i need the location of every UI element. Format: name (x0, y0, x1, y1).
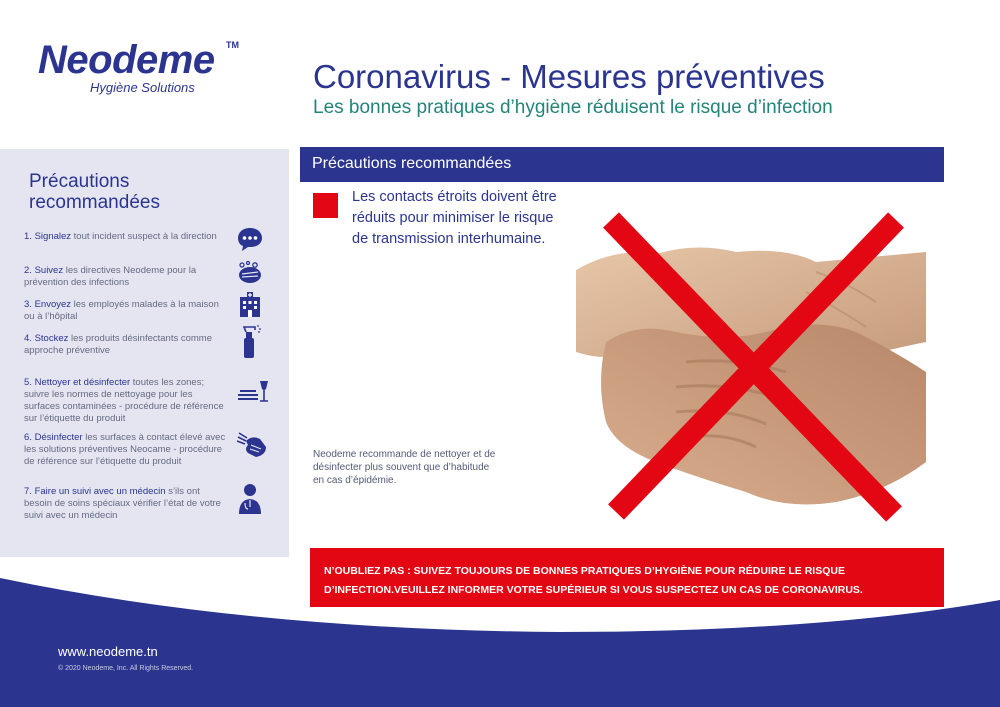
precaution-item-7 (24, 486, 229, 522)
precaution-item-1 (24, 231, 229, 243)
item-number: 4. (24, 333, 32, 344)
sidebar-title: Précautions recommandées (29, 171, 160, 213)
item-number: 2. (24, 265, 32, 276)
copyright-text: © 2020 Neodeme, Inc. All Rights Reserved. (58, 665, 194, 672)
item-highlight: Désinfecter (34, 432, 83, 443)
precaution-item-3 (24, 299, 229, 323)
precaution-item-2 (24, 265, 229, 289)
alert-text: N’OUBLIEZ PAS : SUIVEZ TOUJOURS DE BONNES PRATIQUES D’HYGIÈNE POUR RÉDUIRE LE RISQUE D’INFECTION.VEUILLEZ INFORMER VOTRE SUPÉRIEUR SI VOUS SUSPECTEZ UN CAS DE CORONAVIRUS. (324, 565, 863, 596)
item-text: les surfaces à contact élevé avec les solutions préventives Neocame - procédure de référence sur l’étiquette du produit (24, 432, 226, 467)
item-number: 5. (24, 377, 32, 388)
item-highlight: Signalez (34, 231, 72, 242)
precautions-sidebar (0, 149, 289, 557)
item-text: les directives Neodeme pour la prévention des infections (24, 265, 197, 288)
page-title: Coronavirus - Mesures préventives (313, 58, 825, 95)
website-link[interactable]: www.neodeme.tn (58, 644, 158, 659)
contact-message: Les contacts étroits doivent être réduits pour minimiser le risque de transmission interhumaine. (352, 189, 557, 247)
precaution-item-4 (24, 333, 229, 357)
handwashing-icon (236, 259, 264, 287)
precaution-item-6 (24, 432, 229, 468)
cleaning-icon (236, 377, 270, 405)
item-text: les produits désinfectants comme approche préventive (24, 333, 212, 356)
section-banner (300, 147, 944, 182)
precaution-item-5 (24, 377, 229, 425)
banner-title: Précautions recommandées (312, 155, 512, 172)
item-text: s’ils ont besoin de soins spéciaux vérifier l’état de votre suivi avec un médecin (24, 486, 221, 521)
cleaning-recommendation-note: Neodeme recommande de nettoyer et de désinfecter plus souvent que d’habitude en cas d’épidémie. (313, 449, 496, 486)
item-text: toutes les zones; suivre les normes de nettoyage pour les surfaces contaminées - procédure de référence sur l’étiquette du produit (24, 377, 224, 424)
item-text: les employés malades à la maison ou à l’hôpital (24, 299, 219, 322)
item-highlight: Nettoyer et désinfecter (34, 377, 131, 388)
item-number: 6. (24, 432, 32, 443)
doctor-icon (236, 481, 264, 515)
footer-wave (0, 570, 1000, 707)
item-text: tout incident suspect à la direction (73, 231, 217, 242)
item-highlight: Faire un suivi avec un médecin (34, 486, 166, 497)
red-bullet-square (313, 193, 338, 218)
item-highlight: Suivez (34, 265, 64, 276)
brand-tagline: Hygiène Solutions (90, 80, 195, 95)
handshake-crossed-out-image (576, 192, 926, 530)
hand-sanitize-icon (236, 431, 270, 459)
hospital-icon (236, 291, 264, 319)
brand-logo (38, 38, 248, 98)
spray-bottle-icon (236, 324, 264, 360)
page-subtitle: Les bonnes pratiques d’hygiène réduisent le risque d’infection (313, 97, 833, 118)
speech-bubble-icon (236, 225, 264, 253)
item-number: 3. (24, 299, 32, 310)
item-highlight: Stockez (34, 333, 69, 344)
item-highlight: Envoyez (34, 299, 72, 310)
item-number: 7. (24, 486, 32, 497)
brand-trademark: TM (226, 40, 239, 50)
brand-name: Neodeme (38, 38, 215, 82)
item-number: 1. (24, 231, 32, 242)
